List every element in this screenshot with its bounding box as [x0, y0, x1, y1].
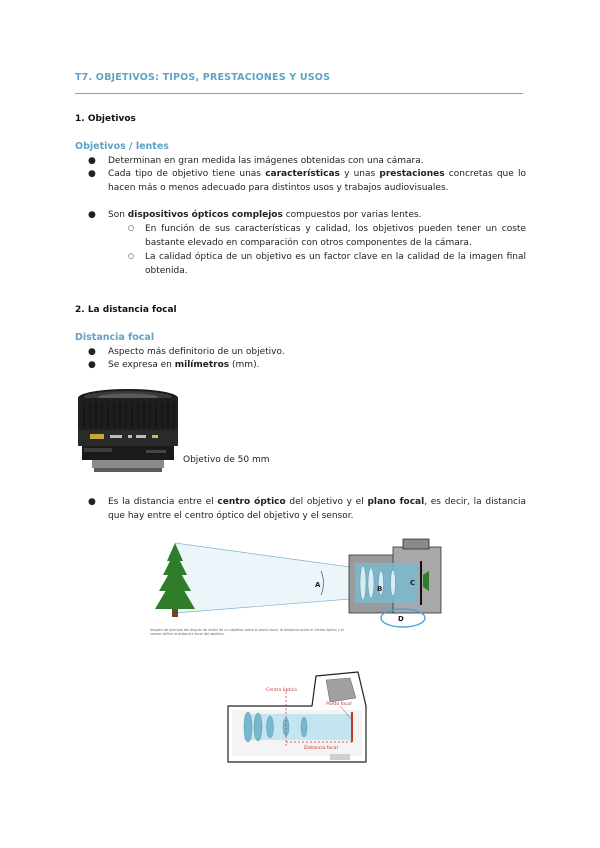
bullet-text: Determinan en gran medida las imágenes obtenidas con una cámara. — [108, 156, 424, 166]
document-title: T7. OBJETIVOS: TIPOS, PRESTACIONES Y USOS — [75, 72, 331, 83]
list-item — [88, 167, 526, 195]
bullet-circle: ○ — [128, 224, 135, 232]
bullet-text: (mm). — [229, 360, 260, 370]
bold-term: milímetros — [174, 360, 230, 370]
label-b: B — [377, 585, 383, 593]
label-focal-distance: Distancia focal — [304, 746, 338, 751]
bullet-dot: ● — [88, 497, 96, 507]
lens-photo — [76, 388, 180, 474]
list-item — [88, 358, 526, 372]
bullet-text: Es la distancia entre el — [108, 497, 218, 507]
label-c: C — [410, 579, 416, 587]
bullet-text: compuestos por varias lentes. — [282, 210, 422, 220]
focal-distance-diagram — [145, 535, 445, 635]
label-d: D — [398, 615, 404, 623]
bullet-text: del objetivo y el — [285, 497, 368, 507]
bullet-dot: ● — [88, 360, 96, 370]
sub-list-item — [128, 222, 526, 250]
bullet-dot: ● — [88, 169, 96, 179]
sub-list-item — [128, 250, 526, 278]
bullet-dot: ● — [88, 347, 96, 357]
lens-caption: Objetivo de 50 mm — [183, 455, 270, 465]
list-item — [88, 154, 526, 168]
bold-term: prestaciones — [379, 169, 445, 179]
bullet-text: Se expresa en — [108, 360, 175, 370]
bullet-text: Aspecto más definitorio de un objetivo. — [108, 347, 285, 357]
bullet-text: Son — [108, 210, 128, 220]
camera-icon — [349, 539, 441, 627]
bullet-text: En función de sus características y calidad, los objetivos pueden tener un coste bastante elevado en comparación con otros componentes de la cámara. — [145, 224, 526, 248]
label-focal-point: Punto focal — [326, 702, 352, 707]
label-optical-center: Centro óptico — [266, 688, 297, 693]
list-item — [88, 495, 526, 523]
bullet-dot: ● — [88, 156, 96, 166]
bullet-text: Cada tipo de objetivo tiene unas — [108, 169, 266, 179]
bold-term: dispositivos ópticos complejos — [127, 210, 283, 220]
bullet-dot: ● — [88, 210, 96, 220]
diagram-fineprint: Imagen de ejemplo del ángulo de visión de un objetivo sobre el plano focal; la distancia entre el centro óptico y el sensor define la distancia focal del objetivo. — [150, 628, 344, 636]
bullet-circle: ○ — [128, 252, 135, 260]
section-heading-objetivos: 1. Objetivos — [75, 114, 136, 124]
label-a: A — [315, 581, 321, 589]
bullet-text: concretas que lo hacen más o menos adecuado para distintos usos y trabajos audiovisuales. — [108, 169, 526, 193]
list-item — [88, 345, 526, 359]
bold-term: plano focal — [367, 497, 425, 507]
bold-term: características — [265, 169, 340, 179]
subheading-objetivos-lentes: Objetivos / lentes — [75, 141, 169, 152]
bullet-text: La calidad óptica de un objetivo es un factor clave en la calidad de la imagen final obtenida. — [145, 252, 526, 276]
list-item — [88, 208, 526, 222]
bullet-text: y unas — [339, 169, 380, 179]
section-heading-distancia-focal: 2. La distancia focal — [75, 305, 177, 315]
bullet-text: , es decir, la distancia que hay entre el centro óptico del objetivo y el sensor. — [108, 497, 526, 521]
title-divider — [75, 93, 523, 94]
bold-term: centro óptico — [217, 497, 286, 507]
subheading-distancia-focal: Distancia focal — [75, 332, 155, 343]
camera-cross-section-diagram — [222, 666, 372, 774]
